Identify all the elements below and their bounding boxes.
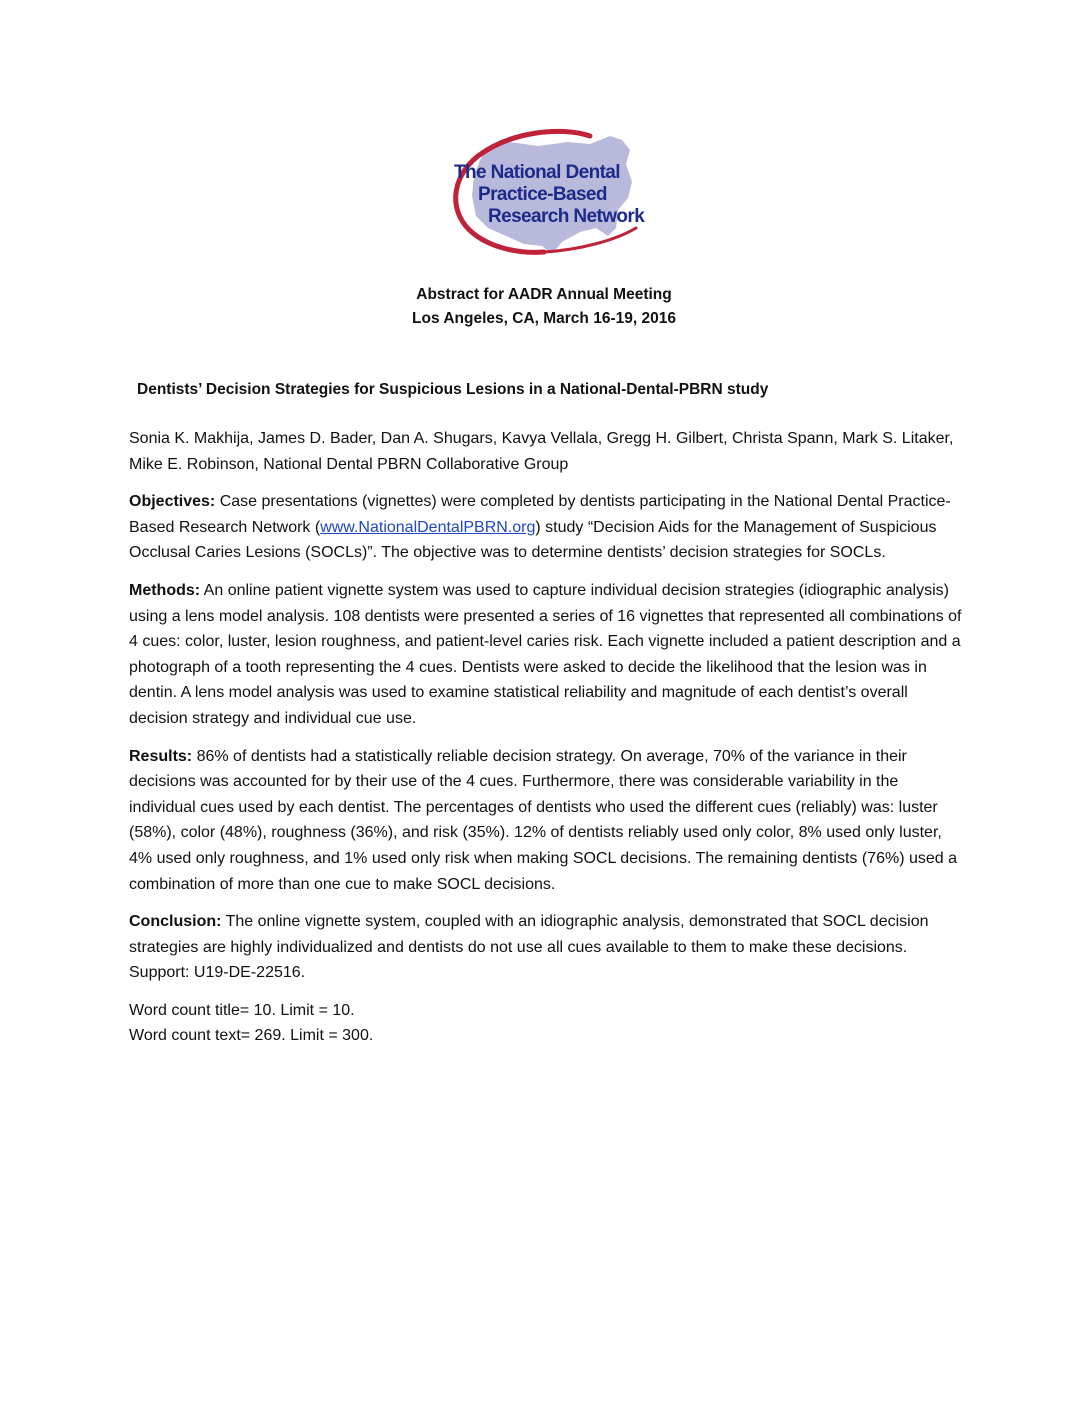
conclusion-section <box>129 909 964 986</box>
meeting-title: Abstract for AADR Annual Meeting <box>416 286 672 303</box>
conclusion-label: Conclusion: <box>129 913 222 931</box>
results-text: 86% of dentists had a statistically reliable decision strategy. On average, 70% of the variance in their decisions was accounted for by their use of the 4 cues. Furthermore, there was considerable variability in the individual cues used by each dentist. The percentages of dentists who used the different cues (reliably) was: luster (58%), color (48%), roughness (36%), and risk (35%). 12% of dentists reliably used only color, 8% used only luster, 4% used only roughness, and 1% used only risk when making SOCL decisions. The remaining dentists (76%) used a combination of more than one cue to make SOCL decisions. <box>129 747 958 893</box>
results-section <box>129 744 964 898</box>
logo-line-1: The National Dental <box>454 162 620 183</box>
word-count-title: Word count title= 10. Limit = 10. <box>129 1001 355 1019</box>
network-logo <box>440 124 656 260</box>
methods-text: An online patient vignette system was used to capture individual decision strategies (idiographic analysis) using a lens model analysis. 108 dentists were presented a series of 16 vignettes that represented all combinations of 4 cues: color, luster, lesion roughness, and patient-level caries risk. Each vignette included a patient description and a photograph of a tooth representing the 4 cues. Dentists were asked to decide the likelihood that the lesion was in dentin. A lens model analysis was used to examine statistical reliability and magnitude of each dentist’s overall decision strategy and individual cue use. <box>129 581 962 727</box>
meeting-heading <box>0 283 1088 331</box>
logo-line-2: Practice-Based <box>478 184 607 205</box>
objectives-text-before: Case presentations (vignettes) were completed by dentists participating in the National Dental Practice-Based Research Network ( <box>129 493 951 536</box>
objectives-text-after: ) study “Decision Aids for the Management of Suspicious Occlusal Caries Lesions (SOCLs)”. The objective was to determine dentists’ decision strategies for SOCLs. <box>129 518 937 562</box>
objectives-section <box>129 489 964 566</box>
abstract-title: Dentists’ Decision Strategies for Suspicious Lesions in a National-Dental-PBRN study <box>137 381 769 398</box>
objectives-label: Objectives: <box>129 493 216 511</box>
word-count-text: Word count text= 269. Limit = 300. <box>129 1027 374 1045</box>
network-website-link[interactable]: www.NationalDentalPBRN.org <box>320 518 536 536</box>
conclusion-text: The online vignette system, coupled with an idiographic analysis, demonstrated that SOCL decision strategies are highly individualized and dentists do not use all cues available to them to make these decisions. Support: U19-DE-22516. <box>129 913 929 982</box>
logo-line-3: Research Network <box>488 206 645 227</box>
methods-section <box>129 578 964 732</box>
word-count-block <box>129 998 964 1049</box>
abstract-body <box>129 426 964 1049</box>
meeting-location-date: Los Angeles, CA, March 16-19, 2016 <box>412 310 676 327</box>
results-label: Results: <box>129 747 193 765</box>
logo-wordmark <box>454 162 654 228</box>
authors: Sonia K. Makhija, James D. Bader, Dan A. Shugars, Kavya Vellala, Gregg H. Gilbert, Christa Spann, Mark S. Litaker, Mike E. Robinson, National Dental PBRN Collaborative Group <box>129 430 954 473</box>
methods-label: Methods: <box>129 581 201 599</box>
